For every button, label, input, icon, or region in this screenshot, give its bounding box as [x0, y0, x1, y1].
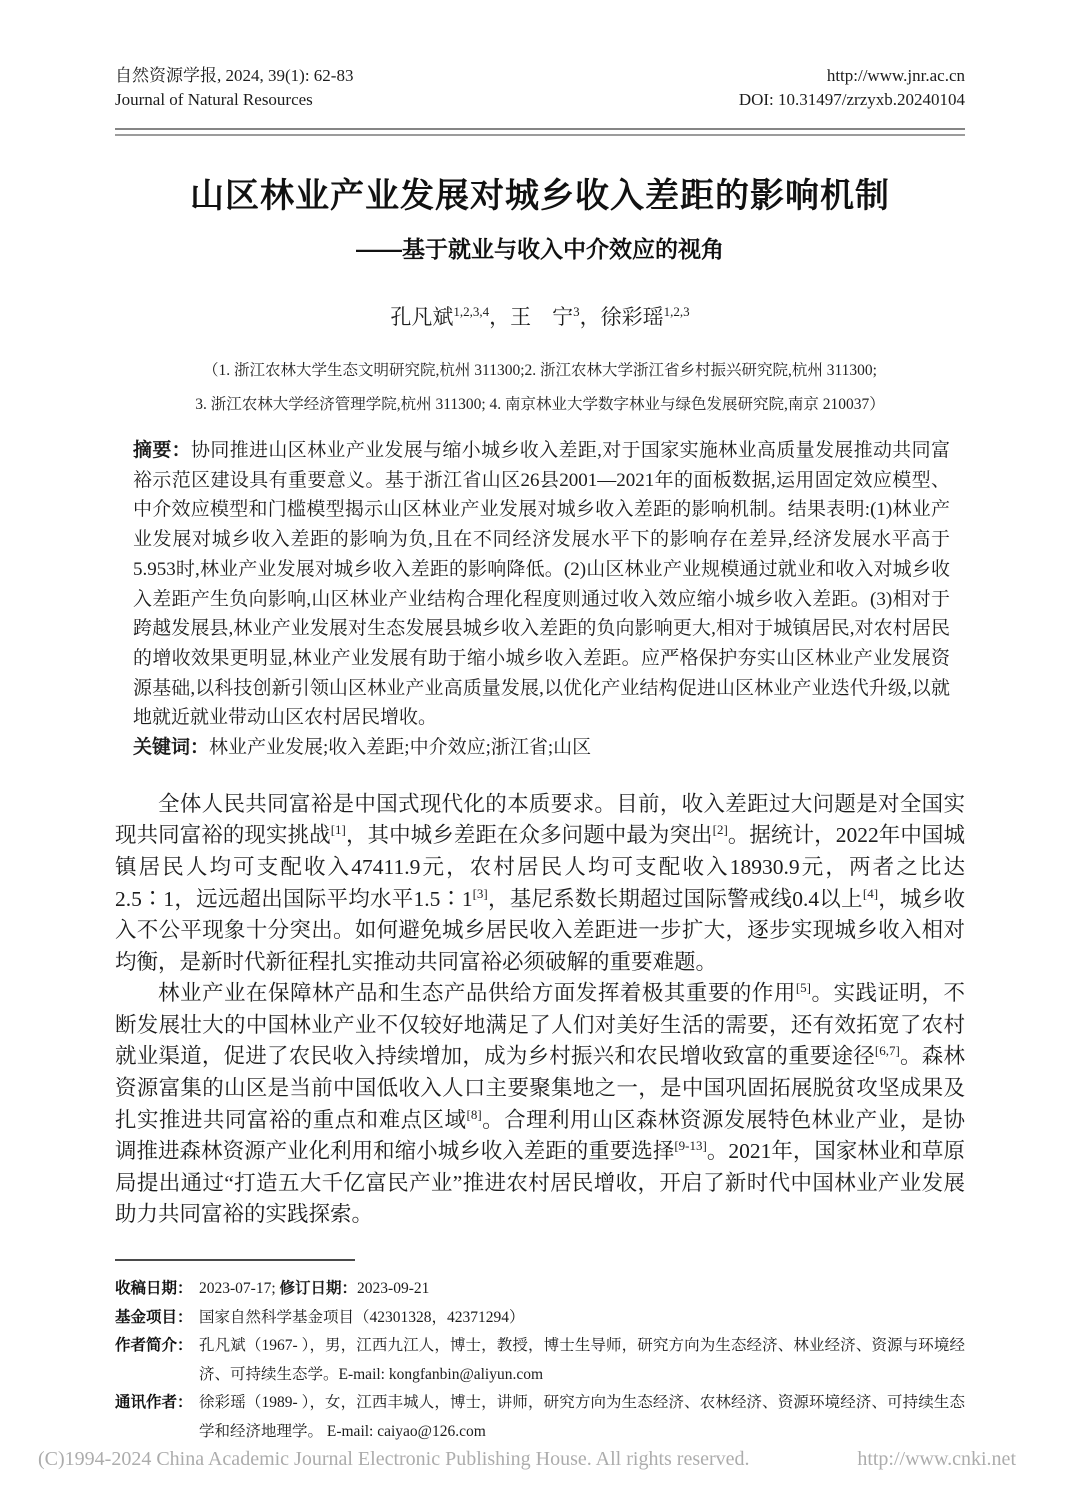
author-name: 徐彩瑶: [600, 305, 664, 329]
author-line: [115, 302, 965, 332]
body-paragraph: 全体人民共同富裕是中国式现代化的本质要求。目前，收入差距过大问题是对全国实现共同富裕的现实挑战[1]，其中城乡差距在众多问题中最为突出[2]。据统计，2022年中国城镇居民人均可支配收入47411.9元，农村居民人均可支配收入18930.9元，两者之比达2.5∶1，远远超出国际平均水平1.5∶1[3]，基尼系数长期超过国际警戒线0.4以上[4]，城乡收入不公平现象十分突出。如何避免城乡居民收入差距进一步扩大，逐步实现城乡收入相对均衡，是新时代新征程扎实推动共同富裕必须破解的重要难题。: [115, 791, 965, 974]
doi-text: DOI: 10.31497/zrzyxb.20240104: [738, 90, 965, 109]
journal-name-en: Journal of Natural Resources: [115, 90, 313, 109]
footnote-row-corresponding-author: [115, 1389, 965, 1446]
affiliation-line: 3. 浙江农林大学经济管理学院,杭州 311300; 4. 南京林业大学数字林业与绿色发展研究院,南京 210037）: [195, 396, 885, 413]
author-separator: ，: [489, 305, 511, 329]
author-bio-value: 孔凡斌（1967- ），男，江西九江人，博士，教授，博士生导师，研究方向为生态经济、林业经济、资源与环境经济、可持续生态学。E-mail: kongfanbin@aliyun.com: [199, 1337, 965, 1383]
journal-url-link[interactable]: http://www.jnr.ac.cn: [826, 66, 965, 85]
corresponding-author-label: 通讯作者：: [115, 1394, 193, 1412]
author-superscript: 3: [573, 304, 580, 319]
journal-citation-cn: 自然资源学报, 2024, 39(1): 62-83: [115, 66, 354, 85]
footnote-row-dates: [115, 1275, 965, 1304]
copyright-text: (C)1994-2024 China Academic Journal Electronic Publishing House. All rights reserved.: [38, 1448, 750, 1470]
keywords-text: 林业产业发展;收入差距;中介效应;浙江省;山区: [209, 737, 592, 759]
keywords-line: [133, 733, 950, 763]
author-name: 王 宁: [510, 305, 574, 329]
affiliation-line: （1. 浙江农林大学生态文明研究院,杭州 311300;2. 浙江农林大学浙江省乡村振兴研究院,杭州 311300;: [203, 362, 877, 379]
body-paragraph: 林业产业在保障林产品和生态产品供给方面发挥着极其重要的作用[5]。实践证明，不断发展壮大的中国林业产业不仅较好地满足了人们对美好生活的需要，还有效拓宽了农村就业渠道，促进了农民收入持续增加，成为乡村振兴和农民增收致富的重要途径[6,7]。森林资源富集的山区是当前中国低收入人口主要聚集地之一，是中国巩固拓展脱贫攻坚成果及扎实推进共同富裕的重点和难点区域[8]。合理利用山区森林资源发展特色林业产业，是协调推进森林资源产业化利用和缩小城乡收入差距的重要选择[9-13]。2021年，国家林业和草原局提出通过“打造五大千亿富民产业”推进农村居民增收，开启了新时代中国林业产业发展助力共同富裕的实践探索。: [115, 980, 965, 1227]
author-name: 孔凡斌: [390, 305, 454, 329]
paper-subtitle: ——基于就业与收入中介效应的视角: [356, 236, 724, 262]
body-text: [115, 789, 965, 1231]
header-double-rule: [115, 128, 965, 136]
abstract-text: 协同推进山区林业产业发展与缩小城乡收入差距,对于国家实施林业高质量发展推动共同富裕示范区建设具有重要意义。基于浙江省山区26县2001—2021年的面板数据,运用固定效应模型、中介效应模型和门槛模型揭示山区林业产业发展对城乡收入差距的影响机制。结果表明:(1)林业产业发展对城乡收入差距的影响为负,且在不同经济发展水平下的影响存在差异,经济发展水平高于5.953时,林业产业发展对城乡收入差距的影响降低。(2)山区林业产业规模通过就业和收入对城乡收入差距产生负向影响,山区林业产业结构合理化程度则通过收入效应缩小城乡收入差距。(3)相对于跨越发展县,林业产业发展对生态发展县城乡收入差距的负向影响更大,相对于城镇居民,对农村居民的增收效果更明显,林业产业发展有助于缩小城乡收入差距。应严格保护夯实山区林业产业发展资源基础,以科技创新引领山区林业产业高质量发展,以优化产业结构促进山区林业产业迭代升级,以就地就近就业带动山区农村居民增收。: [133, 440, 950, 729]
footnote-row-funding: [115, 1304, 965, 1333]
author-bio-label: 作者简介：: [115, 1337, 193, 1355]
author-superscript: 1,2,3,4: [453, 304, 490, 319]
footnote-divider: [115, 1259, 355, 1261]
journal-header: [115, 64, 965, 112]
corresponding-author-value: 徐彩瑶（1989- ），女，江西丰城人，博士，讲师，研究方向为生态经济、农林经济、资源环境经济、可持续生态学和经济地理学。 E-mail: caiyao@126.com: [199, 1394, 965, 1441]
keywords-label: 关键词：: [133, 737, 210, 759]
paper-title: 山区林业产业发展对城乡收入差距的影响机制: [190, 177, 890, 215]
funding-label: 基金项目：: [115, 1308, 193, 1326]
received-date-value: 2023-07-17; 修订日期：2023-09-21: [199, 1280, 430, 1298]
affiliations: [115, 354, 965, 422]
received-date-label: 收稿日期：: [115, 1280, 193, 1298]
abstract-paragraph: [133, 436, 950, 733]
footnote-row-author-bio: [115, 1332, 965, 1389]
author-separator: ，: [579, 305, 601, 329]
author-superscript: 1,2,3: [663, 304, 690, 319]
copyright-bar: [38, 1446, 1016, 1472]
funding-value: 国家自然科学基金项目（42301328，42371294）: [199, 1308, 525, 1326]
abstract-label: 摘要：: [133, 440, 192, 461]
footnotes: [115, 1275, 965, 1447]
revised-date-value: 2023-09-21: [357, 1280, 430, 1298]
abstract-block: [115, 436, 965, 763]
cnki-url-link[interactable]: http://www.cnki.net: [857, 1448, 1016, 1470]
revised-date-label: 修订日期：: [279, 1280, 358, 1298]
